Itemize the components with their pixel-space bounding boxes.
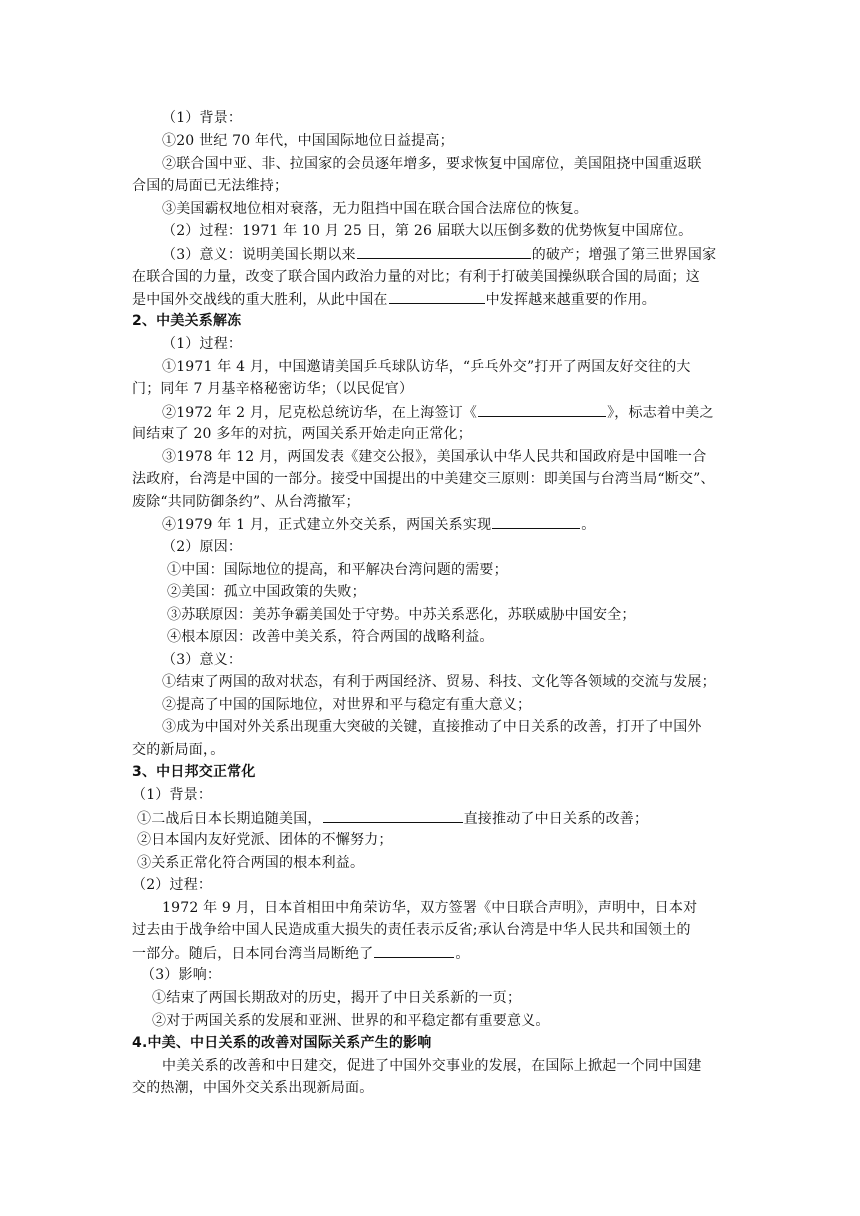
- significance-text-b: 的破产；增强了第三世界国家: [531, 247, 717, 263]
- japan-impact-point-1: ①结束了两国长期敌对的历史，揭开了中日关系新的一页；: [152, 990, 522, 1006]
- japan-background-title: （1）背景：: [132, 787, 213, 803]
- process-point-1-cont: 门；同年 7 月基辛格秘密访华；（以民促官）: [132, 381, 414, 397]
- process-4-text-b: 。: [581, 517, 596, 533]
- japan-background-point-2: ②日本国内友好党派、团体的不懈努力；: [137, 832, 393, 848]
- section-heading-2: 2、中美关系解冻: [132, 313, 242, 329]
- process-point-2: [162, 402, 762, 423]
- meaning-point-2: ②提高了中国的国际地位，对世界和平与稳定有重大意义；: [162, 697, 532, 713]
- japan-bg-text-a: ①二战后日本长期追随美国，: [137, 811, 322, 827]
- japan-impact-title: （3）影响：: [141, 967, 222, 983]
- meaning-point-1: ①结束了两国的敌对状态，有利于两国经济、贸易、科技、文化等各领域的交流与发展；: [162, 674, 716, 690]
- japan-process-line-3: [132, 943, 732, 964]
- process-point-3-cont-1: 法政府，台湾是中国的一部分。接受中国提出的中美建交三原则：即美国与台湾当局“断交”、: [132, 471, 715, 487]
- japan-bg-text-b: 直接推动了中日关系的改善；: [463, 811, 649, 827]
- section-heading-4: 4.中美、中日关系的改善对国际关系产生的影响: [132, 1035, 432, 1051]
- reason-point-4: ④根本原因：改善中美关系，符合两国的战略利益。: [167, 629, 494, 645]
- background-title: （1）背景：: [162, 110, 243, 126]
- significance-text-d: 中发挥越来越重要的作用。: [485, 292, 657, 308]
- process-point-2-cont: 间结束了 20 多年的对抗，两国关系开始走向正常化；: [132, 426, 472, 442]
- background-point-1: ①20 世纪 70 年代，中国国际地位日益提高；: [162, 133, 454, 149]
- process-point-3: ③1978 年 12 月，两国发表《建交公报》，美国承认中华人民共和国政府是中国唯一合: [162, 449, 707, 465]
- fill-blank-2[interactable]: [389, 289, 485, 304]
- background-point-3: ③美国霸权地位相对衰落，无力阻挡中国在联合国合法席位的恢复。: [162, 201, 588, 217]
- impact-paragraph-line-2: 交的热潮，中国外交关系出现新局面。: [132, 1080, 374, 1096]
- japan-process-text-a: 一部分。随后，日本同台湾当局断绝了: [132, 946, 374, 962]
- process-2-text-b: 》，标志着中美之: [607, 405, 714, 421]
- reason-point-1: ①中国：国际地位的提高，和平解决台湾问题的需要；: [167, 562, 508, 578]
- fill-blank-4[interactable]: [492, 514, 580, 529]
- background-point-2: ②联合国中亚、非、拉国家的会员逐年增多，要求恢复中国席位，美国阻挠中国重返联: [162, 156, 702, 172]
- significance-line-2: 在联合国的力量，改变了联合国内政治力量的对比；有利于打破美国操纵联合国的局面；这: [132, 269, 700, 285]
- fill-blank-1[interactable]: [357, 244, 531, 259]
- meaning-title: （3）意义：: [162, 652, 243, 668]
- japan-process-line-1: 1972 年 9 月，日本首相田中角荣访华，双方签署《中日联合声明》，声明中，日本对: [162, 900, 698, 916]
- meaning-point-3-cont: 交的新局面，。: [132, 742, 225, 758]
- japan-background-point-1: [137, 808, 737, 829]
- section-heading-3: 3、中日邦交正常化: [132, 764, 256, 780]
- fill-blank-6[interactable]: [374, 943, 454, 958]
- impact-paragraph-line-1: 中美关系的改善和中日建交，促进了中国外交事业的发展，在国际上掀起一个同中国建: [162, 1058, 702, 1074]
- japan-process-text-b: 。: [455, 946, 470, 962]
- process-line: （2）过程：1971 年 10 月 25 日，第 26 届联大以压倒多数的优势恢复中国席位。: [162, 223, 693, 239]
- significance-line-1: [162, 244, 762, 265]
- significance-text-a: （3）意义：说明美国长期以来: [162, 247, 356, 263]
- process-point-1: ①1971 年 4 月，中国邀请美国乒乓球队访华，“乒乓外交”打开了两国友好交往的大: [162, 359, 691, 375]
- reason-title: （2）原因：: [162, 539, 243, 555]
- fill-blank-3[interactable]: [478, 402, 606, 417]
- japan-process-title: （2）过程：: [132, 877, 213, 893]
- reason-point-2: ②美国：孤立中国政策的失败；: [167, 584, 366, 600]
- reason-point-3: ③苏联原因：美苏争霸美国处于守势。中苏关系恶化，苏联威胁中国安全；: [167, 607, 636, 623]
- process-point-3-cont-2: 废除“共同防御条约”、从台湾撤军；: [132, 494, 360, 510]
- japan-background-point-3: ③关系正常化符合两国的根本利益。: [137, 855, 365, 871]
- fill-blank-5[interactable]: [323, 808, 463, 823]
- process-point-4: [162, 514, 762, 535]
- japan-impact-point-2: ②对于两国关系的发展和亚洲、世界的和平稳定都有重要意义。: [152, 1013, 550, 1029]
- japan-process-line-2: 过去由于战争给中国人民造成重大损失的责任表示反省;承认台湾是中华人民共和国领土的: [132, 922, 691, 938]
- significance-text-c: 是中国外交战线的重大胜利，从此中国在: [132, 292, 388, 308]
- process-4-text-a: ④1979 年 1 月，正式建立外交关系，两国关系实现: [162, 517, 492, 533]
- process-2-text-a: ②1972 年 2 月，尼克松总统访华，在上海签订《: [162, 405, 478, 421]
- background-point-2-cont: 合国的局面已无法维持；: [132, 178, 289, 194]
- meaning-point-3: ③成为中国对外关系出现重大突破的关键，直接推动了中日关系的改善，打开了中国外: [162, 719, 702, 735]
- process-title: （1）过程：: [162, 336, 243, 352]
- significance-line-3: [132, 289, 732, 310]
